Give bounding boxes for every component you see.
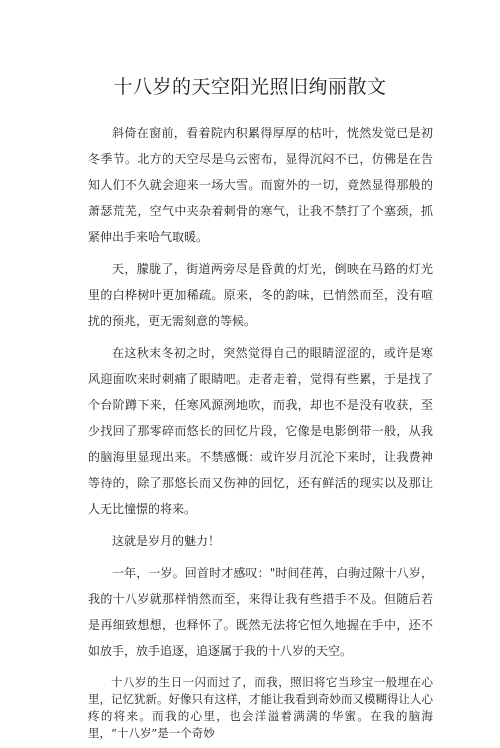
document-body [88, 120, 433, 748]
paragraph-1: 斜倚在窗前，看着院内积累得厚厚的枯叶，恍然发觉已是初冬季节。北方的天空尽是乌云密布，显得沉闷不已，仿佛是在告知人们不久就会迎来一场大雪。而窗外的一切，竟然显得那般的萧瑟荒芜，空气中夹杂着刺骨的寒气，让我不禁打了个塞颈，抓紧伸出手来哈气取暖。 [88, 126, 433, 244]
paragraph-2: 天，朦胧了，街道两旁尽是昏黄的灯光，倒映在马路的灯光里的白桦树叶更加稀疏。原来，冬的韵味，已悄然而至，没有喧扰的预兆，更无需刻意的等候。 [88, 262, 433, 328]
paragraph-6: 十八岁的生日一闪而过了，而我，照旧将它当珍宝一般埋在心里，记忆犹新。好像只有这样，才能让我看到奇妙而又模糊得让人心疼的将来。而我的心里，也会洋溢着满满的华蜜。在我的脑海里，“十八岁”是一个奇妙 [88, 675, 433, 740]
paragraph-5: 一年，一岁。回首时才感叹："时间荏苒，白驹过隙十八岁，我的十八岁就那样悄然而至，来得让我有些措手不及。但随后若是再细致想想，也释怀了。既然无法将它恒久地握在手中，还不如放手，放手追逐，追逐属于我的十八岁的天空。 [88, 566, 433, 658]
paragraph-3: 在这秋末冬初之时，突然觉得自己的眼睛涩涩的，或许是寒风迎面吹来时刺痛了眼睛吧。走者走着，觉得有些累，于是找了个台阶蹲下来，任寒风源洌地吹，而我，却也不是没有收获，至少找回了那零碎而悠长的回忆片段，它像是电影倒带一般，从我的脑海里显现出来。不禁感慨：或许岁月沉沦下来时，让我费神等待的，除了那悠长而又伤神的回忆，还有鲜活的现实以及那让人无比憧憬的将来。 [88, 346, 433, 516]
document-title: 十八岁的天空阳光照旧绚丽散文 [113, 76, 387, 98]
paragraph-4: 这就是岁月的魅力！ [112, 534, 221, 548]
